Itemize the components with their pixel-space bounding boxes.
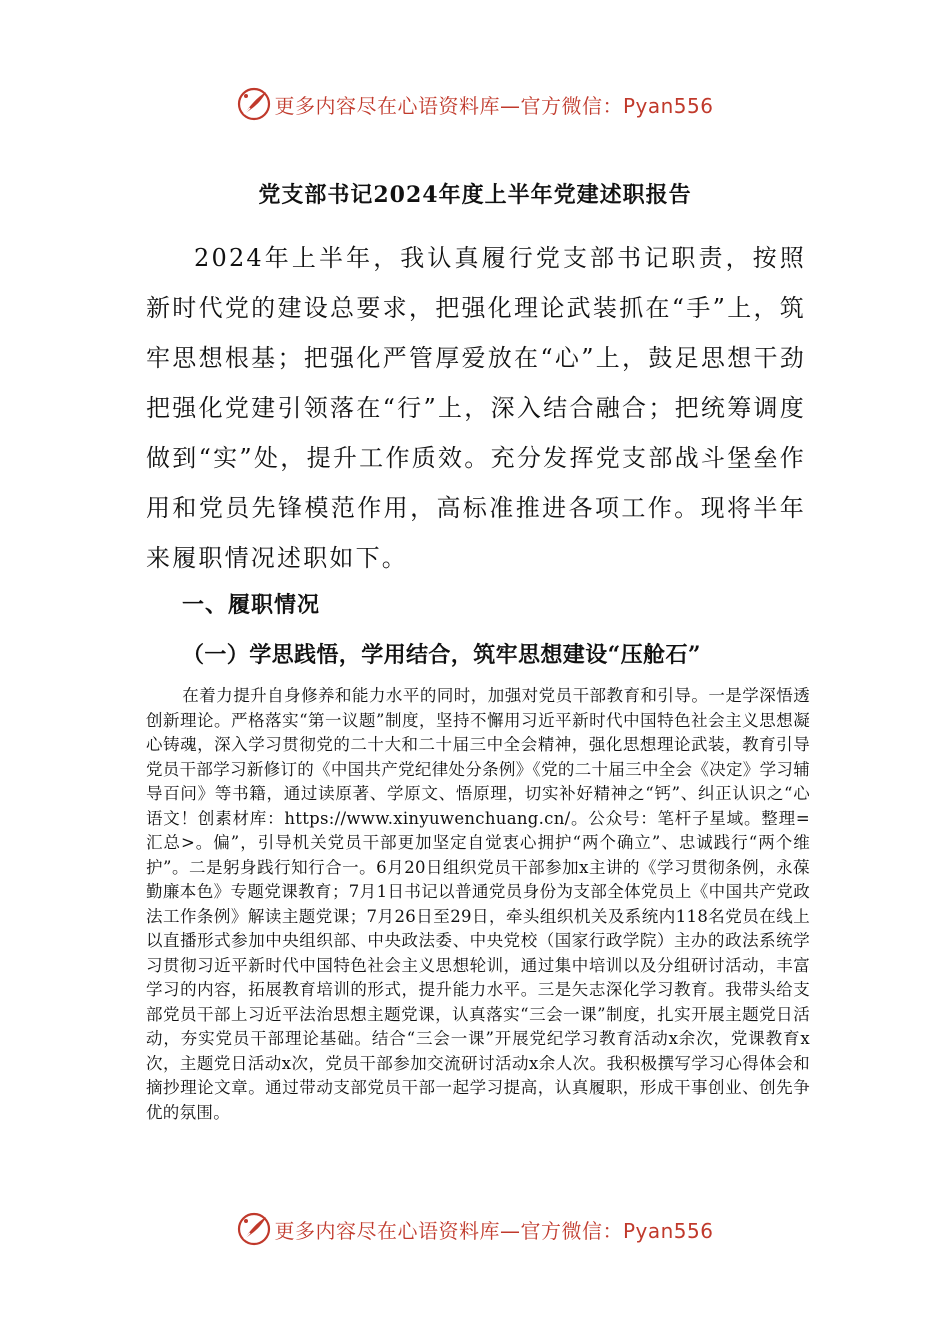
subsection-heading-study: （一）学思践悟，学用结合，筑牢思想建设“压舱石” (182, 642, 701, 668)
quill-logo-icon (236, 1211, 272, 1247)
section-heading-performance: 一、履职情况 (182, 592, 321, 618)
intro-paragraph: 2024年上半年，我认真履行党支部书记职责，按照新时代党的建设总要求，把强化理论武装抓在“手”上，筑牢思想根基；把强化严管厚爱放在“心”上，鼓足思想干劲把强化党建引领落在“行”上，深入结合融合；把统筹调度做到“实”处，提升工作质效。充分发挥党支部战斗堡垒作用和党员先锋模范作用，高标准推进各项工作。现将半年来履职情况述职如下。 (146, 244, 806, 572)
document-title: 党支部书记2024年度上半年党建述职报告 (258, 182, 692, 208)
header-watermark-banner (0, 84, 950, 124)
quill-logo-icon (236, 86, 272, 122)
footer-watermark-text: 更多内容尽在心语资料库—官方微信：Pyan556 (274, 1218, 714, 1243)
footer-watermark-banner (0, 1209, 950, 1249)
subsection-body-paragraph: 在着力提升自身修养和能力水平的同时，加强对党员干部教育和引导。一是学深悟透创新理论。严格落实“第一议题”制度，坚持不懈用习近平新时代中国特色社会主义思想凝心铸魂，深入学习贯彻党的二十大和二十届三中全会精神，强化思想理论武装，教育引导党员干部学习新修订的《中国共产党纪律处分条例》《党的二十届三中全会《决定》学习辅导百问》等书籍，通过读原著、学原文、悟原理，切实补好精神之“钙”、纠正认识之“心语文！创素材库：https://www.xinyuwenchuang.cn/。公众号：笔杆子星域。整理=汇总>。偏”，引导机关党员干部更加坚定自觉衷心拥护“两个确立”、忠诚践行“两个维护”。二是躬身践行知行合一。6月20日组织党员干部参加x主讲的《学习贯彻条例，永葆勤廉本色》专题党课教育；7月1日书记以普通党员身份为支部全体党员上《中国共产党政法工作条例》解读主题党课；7月26日至29日，牵头组织机关及系统内118名党员在线上以直播形式参加中央组织部、中央政法委、中央党校（国家行政学院）主办的政法系统学习贯彻习近平新时代中国特色社会主义思想轮训，通过集中培训以及分组研讨活动，丰富学习的内容，拓展教育培训的形式，提升能力水平。三是矢志深化学习教育。我带头给支部党员干部上习近平法治思想主题党课，认真落实“三会一课”制度，扎实开展主题党日活动，夯实党员干部理论基础。结合“三会一课”开展党纪学习教育活动x余次，党课教育x次，主题党日活动x次，党员干部参加交流研讨活动x余人次。我积极撰写学习心得体会和摘抄理论文章。通过带动支部党员干部一起学习提高，认真履职，形成干事创业、创先争优的氛围。 (146, 686, 810, 1122)
header-watermark-text: 更多内容尽在心语资料库—官方微信：Pyan556 (274, 93, 714, 118)
